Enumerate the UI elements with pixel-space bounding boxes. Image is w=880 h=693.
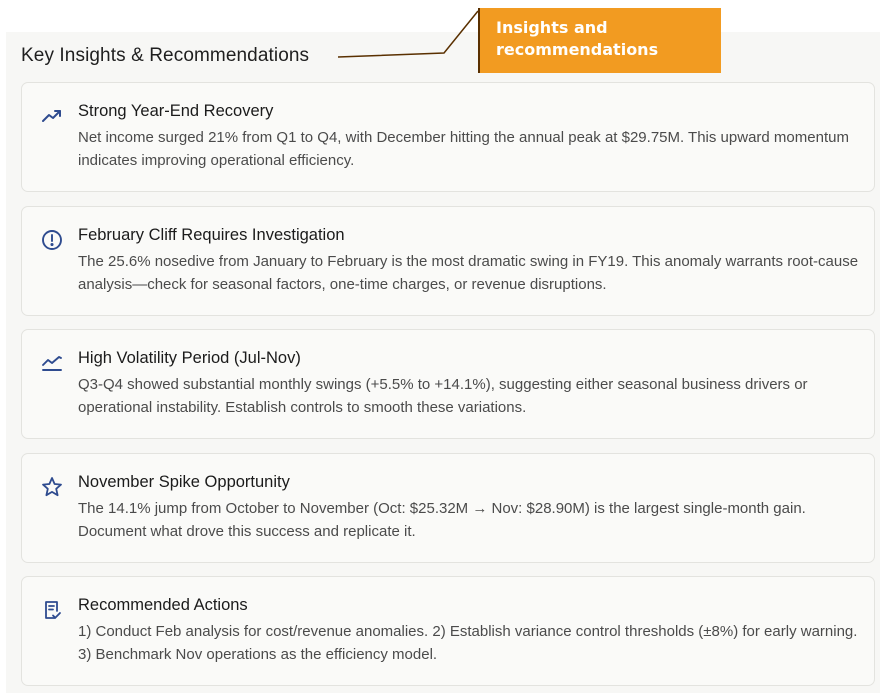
card-body: Q3-Q4 showed substantial monthly swings (+5.5% to +14.1%), suggesting either seasonal business drivers or operational instability. Establish controls to smooth these variations. <box>78 376 808 416</box>
card-title: Recommended Actions <box>78 596 248 614</box>
alert-circle-icon <box>41 229 63 251</box>
insight-card-high-volatility <box>21 329 875 439</box>
card-body: 1) Conduct Feb analysis for cost/revenue anomalies. 2) Establish variance control thresholds (±8%) for early warning. 3) Benchmark Nov operations as the efficiency model. <box>78 623 858 663</box>
area-chart-icon <box>41 352 63 374</box>
insight-card-november-spike <box>21 453 875 563</box>
annotation-callout <box>478 8 721 73</box>
card-title: November Spike Opportunity <box>78 473 290 491</box>
card-title: Strong Year-End Recovery <box>78 102 274 120</box>
card-title: February Cliff Requires Investigation <box>78 226 345 244</box>
card-title: High Volatility Period (Jul-Nov) <box>78 349 301 367</box>
star-icon <box>41 476 63 498</box>
card-body: The 25.6% nosedive from January to February is the most dramatic swing in FY19. This anomaly warrants root-cause analysis—check for seasonal factors, one-time charges, or revenue disruptions. <box>78 253 859 293</box>
section-title: Key Insights & Recommendations <box>21 45 310 66</box>
insight-card-recommended-actions <box>21 576 875 686</box>
annotation-callout-label: Insights and recommendations <box>496 18 659 59</box>
card-body: The 14.1% jump from October to November (Oct: $25.32M → Nov: $28.90M) is the largest single-month gain. Document what drove this success and replicate it. <box>78 500 806 540</box>
card-body: Net income surged 21% from Q1 to Q4, with December hitting the annual peak at $29.75M. This upward momentum indicates improving operational efficiency. <box>78 129 849 169</box>
insight-card-year-end-recovery <box>21 82 875 192</box>
clipboard-check-icon <box>41 599 63 621</box>
insight-card-february-cliff <box>21 206 875 316</box>
trending-up-icon <box>41 105 63 127</box>
